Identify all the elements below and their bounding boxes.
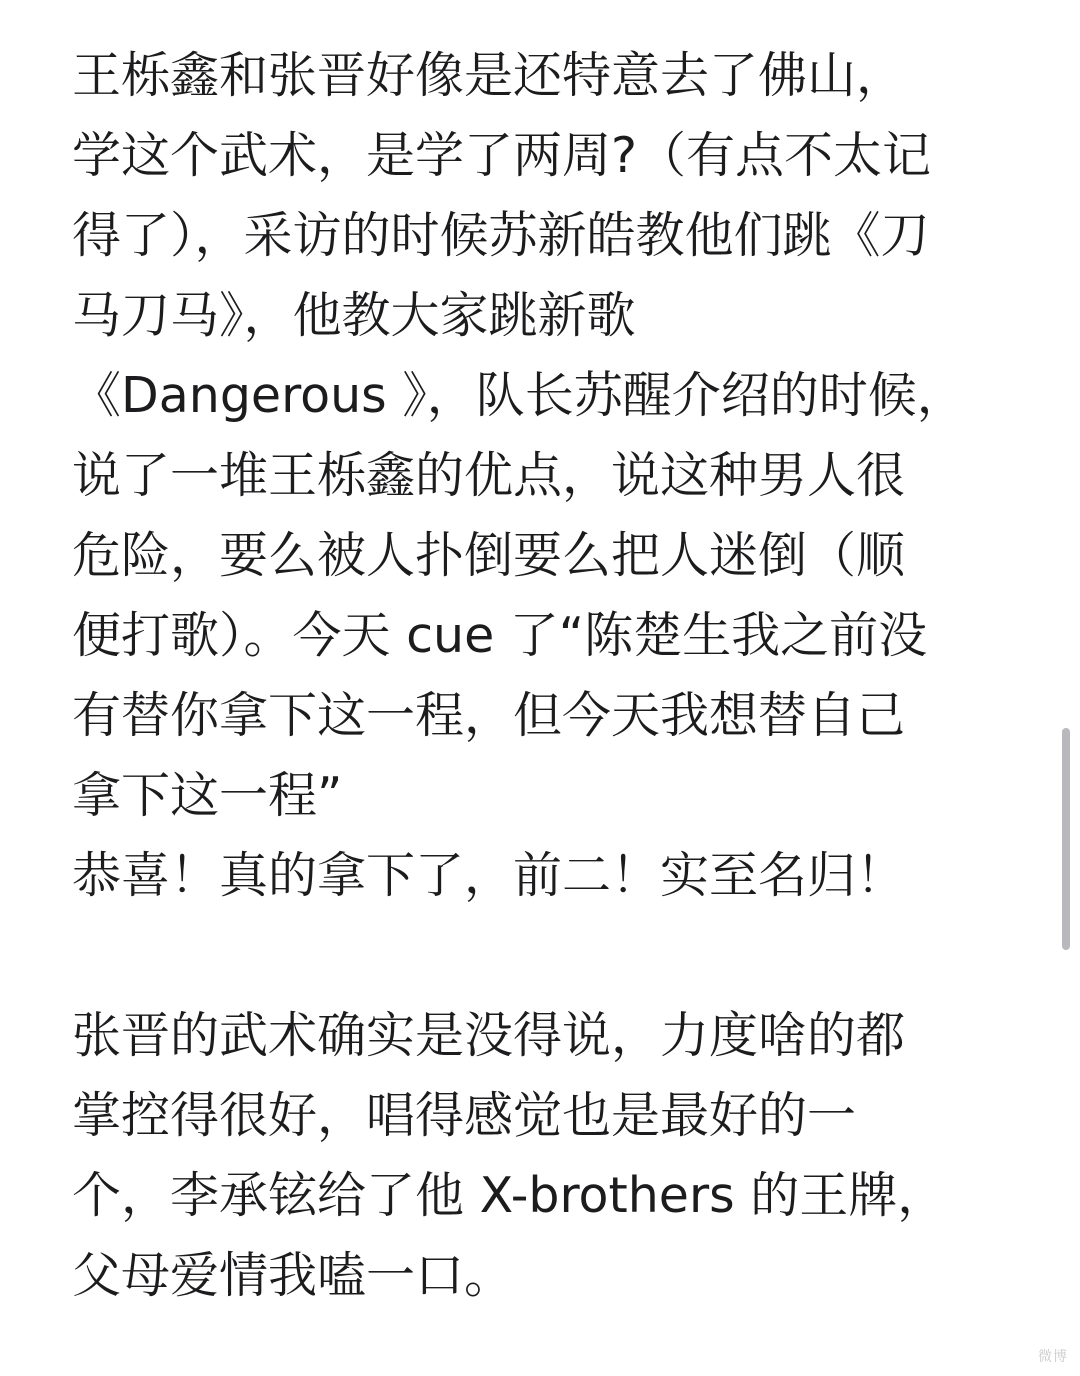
paragraph-gap bbox=[72, 916, 1017, 996]
paragraph-1 bbox=[72, 36, 1017, 916]
text-line: 张晋的武术确实是没得说，力度啥的都 bbox=[72, 1007, 906, 1064]
text-line: 拿下这一程” bbox=[72, 767, 343, 824]
text-line: 学这个武术，是学了两周?（有点不太记 bbox=[72, 127, 932, 184]
watermark: 微博 bbox=[1038, 1349, 1068, 1365]
text-line: 恭喜！真的拿下了，前二！实至名归！ bbox=[72, 847, 906, 904]
text-line: 掌控得很好，唱得感觉也是最好的一 bbox=[72, 1087, 857, 1144]
text-line: 便打歌）。今天 cue 了“陈楚生我之前没 bbox=[72, 607, 928, 664]
text-line: 个，李承铉给了他 X-brothers 的王牌， bbox=[72, 1167, 947, 1224]
paragraph-2 bbox=[72, 996, 1017, 1316]
text-line: 王栎鑫和张晋好像是还特意去了佛山， bbox=[72, 47, 906, 104]
text-line: 《Dangerous 》，队长苏醒介绍的时候， bbox=[72, 367, 966, 424]
text-line: 得了），采访的时候苏新皓教他们跳《刀 bbox=[72, 207, 930, 264]
vertical-scrollbar[interactable] bbox=[1062, 728, 1070, 950]
text-line: 马刀马》，他教大家跳新歌 bbox=[72, 287, 636, 344]
text-line: 危险，要么被人扑倒要么把人迷倒（顺 bbox=[72, 527, 906, 584]
text-line: 有替你拿下这一程，但今天我想替自己 bbox=[72, 687, 906, 744]
text-line: 说了一堆王栎鑫的优点，说这种男人很 bbox=[72, 447, 906, 504]
text-line: 父母爱情我嗑一口。 bbox=[72, 1247, 514, 1304]
post-body bbox=[72, 36, 1017, 1316]
